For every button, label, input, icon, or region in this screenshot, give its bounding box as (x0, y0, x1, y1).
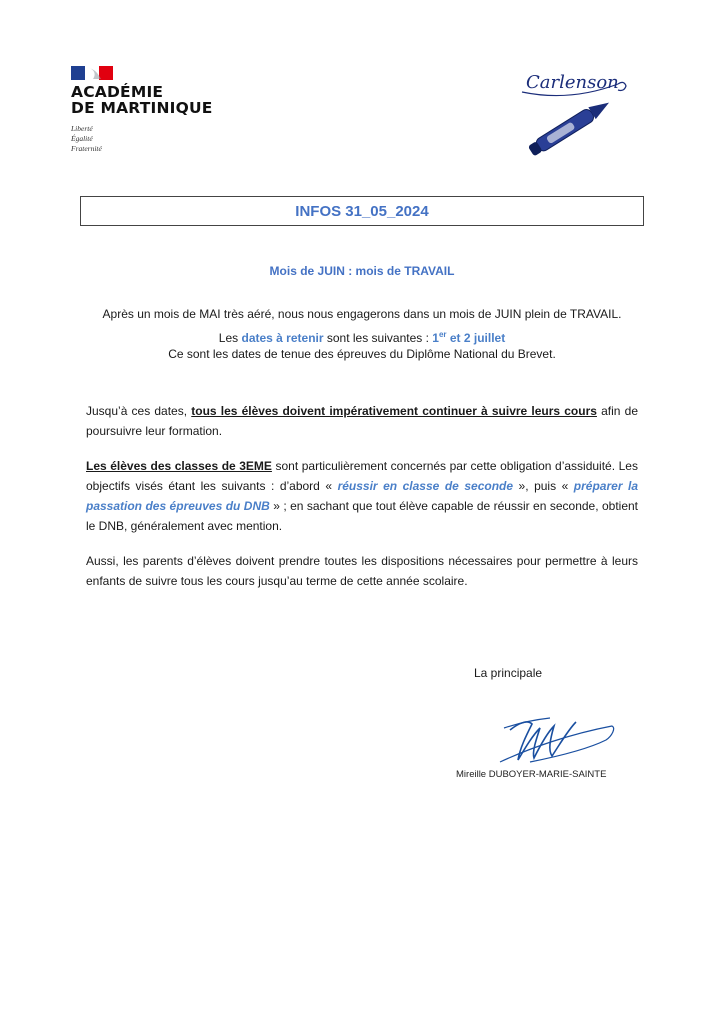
carlenson-logo (500, 62, 650, 162)
paragraph-1 (86, 401, 638, 441)
subtitle: Mois de JUIN : mois de TRAVAIL (269, 264, 455, 278)
objective-2: préparer la passation des épreuves du DNB (86, 479, 639, 513)
academie-title (71, 84, 213, 116)
paragraph-3: Aussi, les parents d’élèves doivent prendre toutes les dispositions nécessaires pour permettre à leurs enfants de suivre tous les cours jusqu’au terme de cette année scolaire. (86, 554, 638, 588)
para1-emphasis: tous les élèves doivent impérativement continuer à suivre leurs cours (191, 404, 597, 418)
dates-highlight: dates à retenir (241, 331, 324, 345)
intro-line3: Ce sont les dates de tenue des épreuves du Diplôme National du Brevet. (168, 347, 556, 361)
handwritten-signature (480, 700, 620, 770)
paragraph-2 (86, 456, 638, 536)
marianne-logo (71, 66, 113, 80)
devise-fraternite: Fraternité (71, 144, 102, 153)
intro-line1: Après un mois de MAI très aéré, nous nous engagerons dans un mois de JUIN plein de TRAVAIL. (102, 307, 622, 321)
page-title: INFOS 31_05_2024 (295, 202, 429, 220)
signature-role: La principale (474, 666, 543, 680)
para2-text3: » ; en sachant que tout élève capable de réussir en seconde, obtient le DNB, généralement avec mention. (86, 499, 639, 533)
para2-emphasis: Les élèves des classes de 3EME (86, 459, 272, 473)
devise-liberte: Liberté (71, 124, 93, 133)
para1-before: Jusqu’à ces dates, (86, 404, 192, 418)
date-second: et 2 juillet (446, 331, 506, 345)
date-first (432, 331, 505, 345)
para1-after: afin de poursuivre leur formation. (86, 404, 638, 438)
devise (71, 124, 102, 154)
para2-text2: », puis « (513, 479, 574, 493)
academie-line2: DE MARTINIQUE (71, 99, 213, 117)
para2-text1: sont particulièrement concernés par cette obligation d’assiduité. Les objectifs visés étant les suivants : d’abord « (86, 459, 638, 493)
date-first-sup: er (438, 330, 447, 339)
devise-egalite: Égalité (71, 134, 93, 143)
intro-line2-before: Les (218, 331, 242, 345)
title-box (80, 196, 644, 226)
date-first-number: 1 (432, 331, 439, 345)
objective-1: réussir en classe de seconde (337, 479, 514, 493)
academie-line1: ACADÉMIE (71, 83, 164, 101)
intro-line2-middle: sont les suivantes : (323, 331, 433, 345)
carlenson-logo-text: Carlenson (526, 72, 619, 93)
signer-name: Mireille DUBOYER-MARIE-SAINTE (456, 769, 607, 780)
intro-line2 (0, 327, 724, 346)
